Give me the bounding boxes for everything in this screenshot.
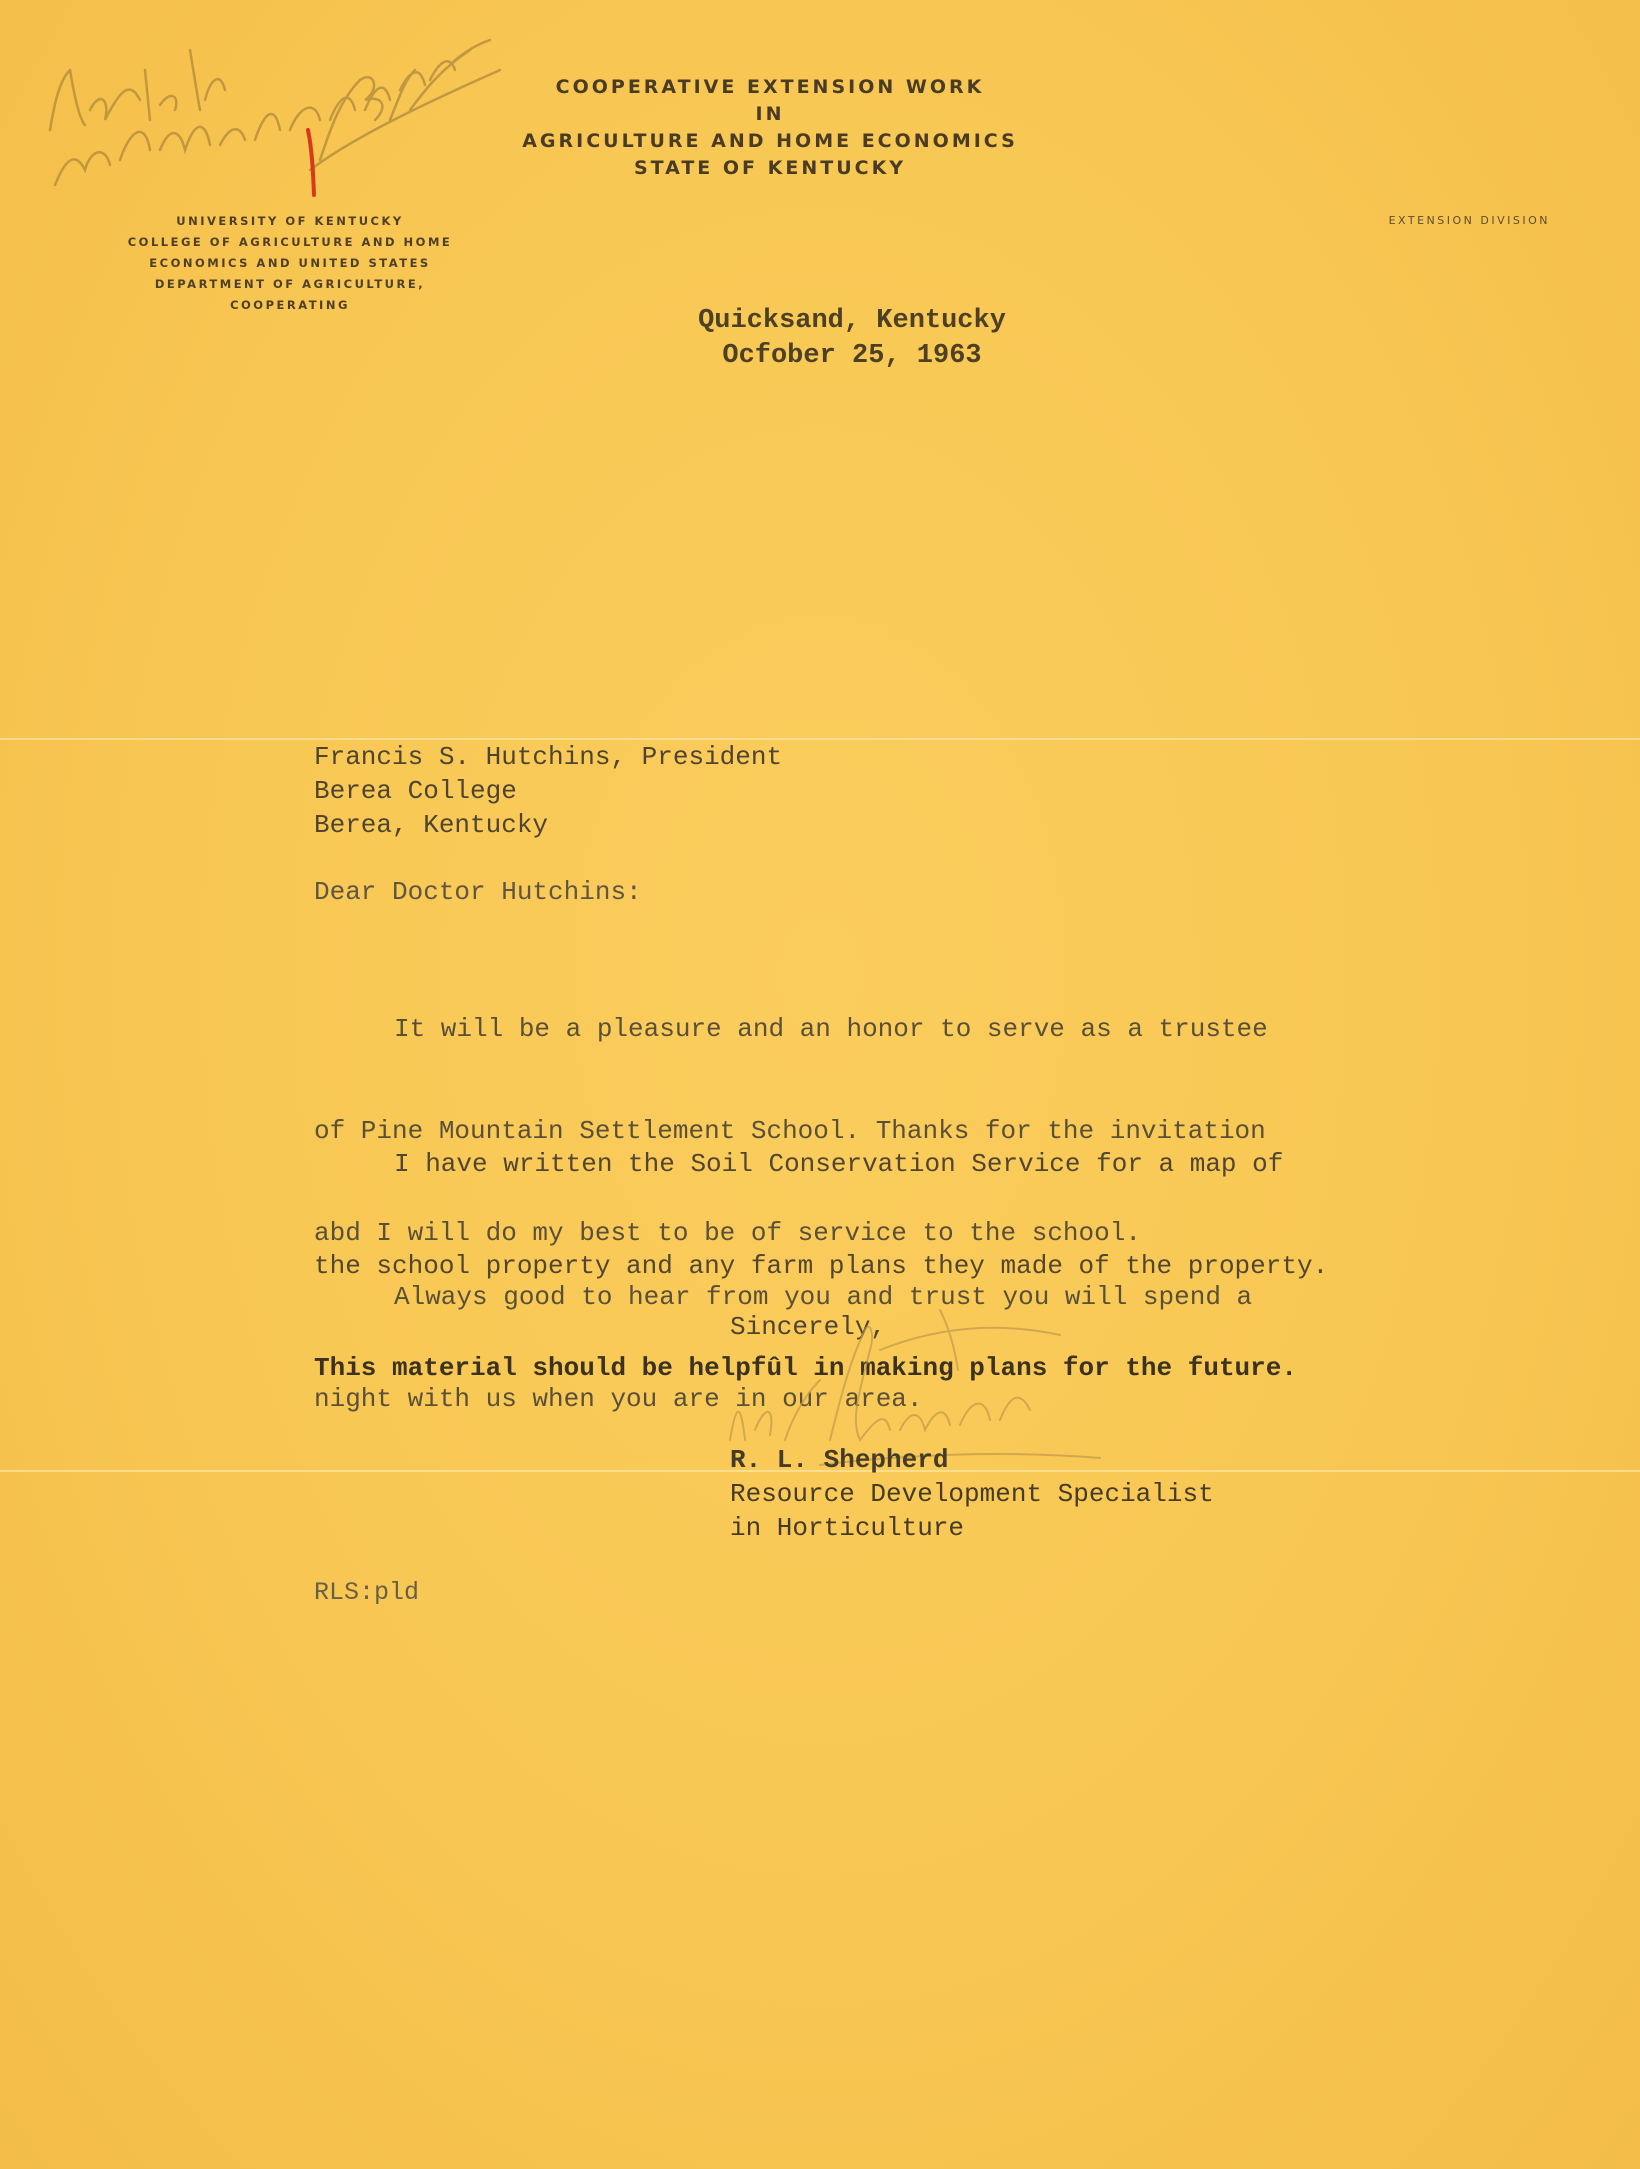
letterhead-left xyxy=(60,211,520,316)
letterhead-left-line: COOPERATING xyxy=(230,298,350,312)
dateline xyxy=(652,304,1052,374)
body-line: of Pine Mountain Settlement School. Thanks for the invitation xyxy=(314,1116,1266,1146)
letterhead-left-line: DEPARTMENT OF AGRICULTURE, xyxy=(154,277,426,291)
signer-title-2: in Horticulture xyxy=(730,1513,965,1543)
reference-initials: RLS:pld xyxy=(314,1578,420,1607)
body-line: This material should be helpfûl in making plans for the future. xyxy=(314,1353,1297,1383)
letterhead-line: AGRICULTURE AND HOME ECONOMICS xyxy=(522,130,1018,152)
recipient-address xyxy=(314,740,782,842)
letterhead-center xyxy=(520,74,1020,182)
recipient-line: Berea College xyxy=(314,776,517,806)
letterhead-line: COOPERATIVE EXTENSION WORK xyxy=(555,76,985,98)
body-line: It will be a pleasure and an honor to serve as a trustee xyxy=(394,1014,1268,1044)
letterhead-right: EXTENSION DIVISION xyxy=(1388,214,1550,227)
handwritten-annotation xyxy=(30,10,510,210)
body-line: I have written the Soil Conservation Service for a map of xyxy=(394,1149,1284,1179)
body-line: the school property and any farm plans they made of the property. xyxy=(314,1251,1329,1281)
letterhead-left-line: UNIVERSITY OF KENTUCKY xyxy=(176,214,404,228)
dateline-place: Quicksand, Kentucky xyxy=(698,306,1006,336)
signer-name: R. L. Shepherd xyxy=(730,1445,949,1475)
salutation: Dear Doctor Hutchins: xyxy=(314,877,642,907)
fold-crease xyxy=(0,738,1640,740)
letterhead-left-line: COLLEGE OF AGRICULTURE AND HOME xyxy=(127,235,453,249)
signature-block xyxy=(730,1443,1214,1545)
letterhead-line: STATE OF KENTUCKY xyxy=(633,157,907,179)
letterhead-left-line: ECONOMICS AND UNITED STATES xyxy=(149,256,431,270)
recipient-line: Berea, Kentucky xyxy=(314,810,549,840)
signer-title: Resource Development Specialist xyxy=(730,1479,1214,1509)
body-line: abd I will do my best to be of service to the school. xyxy=(314,1218,1141,1248)
body-line: Always good to hear from you and trust you will spend a xyxy=(394,1282,1253,1312)
letterhead-line: IN xyxy=(755,103,785,125)
dateline-date: Ocfober 25, 1963 xyxy=(722,341,982,371)
closing: Sincerely, xyxy=(730,1312,887,1342)
recipient-line: Francis S. Hutchins, President xyxy=(314,742,783,772)
body-line: night with us when you are in our area. xyxy=(314,1384,923,1414)
